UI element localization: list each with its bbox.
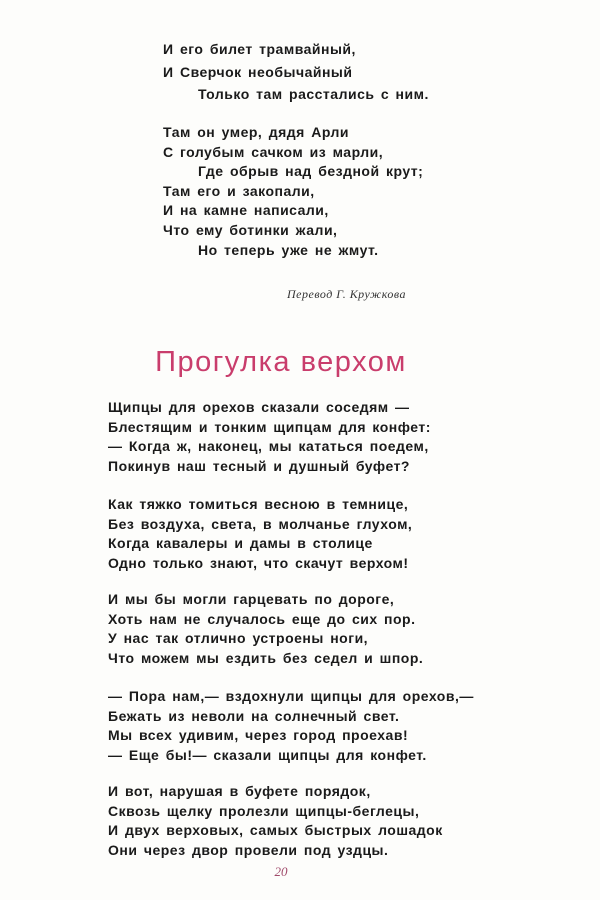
verse-line: И двух верховых, самых быстрых лошадок [108, 822, 443, 839]
verse-line: Как тяжко томиться весною в темнице, [108, 496, 409, 512]
verse-line: Что ему ботинки жали, [163, 221, 338, 238]
verse-line: Там его и закопали, [163, 182, 315, 199]
verse-line: — Когда ж, наконец, мы кататься поедем, [108, 438, 429, 455]
verse-line: Сквозь щелку пролезли щипцы-беглецы, [108, 802, 420, 819]
verse-line: Только там расстались с ним. [198, 86, 429, 103]
poem2-stanza [108, 495, 412, 573]
verse-line: И вот, нарушая в буфете порядок, [108, 783, 371, 799]
poem-title: Прогулка верхом [155, 346, 407, 378]
verse-line: С голубым сачком из марли, [163, 143, 384, 160]
verse-line: Что можем мы ездить без седел и шпор. [108, 649, 424, 666]
verse-line: Одно только знают, что скачут верхом! [108, 554, 409, 571]
verse-line: Без воздуха, света, в молчанье глухом, [108, 515, 413, 532]
verse-line: Бежать из неволи на солнечный свет. [108, 707, 400, 724]
poem2-stanza [108, 782, 443, 860]
verse-line: Хоть нам не случалось еще до сих пор. [108, 610, 416, 627]
poem2-stanza [108, 398, 431, 476]
verse-line: Когда кавалеры и дамы в столице [108, 535, 373, 552]
poem2-stanza [108, 687, 474, 765]
verse-line: И мы бы могли гарцевать по дороге, [108, 591, 395, 607]
verse-line: — Пора нам,— вздохнули щипцы для орехов,— [108, 688, 474, 704]
verse-line: — Еще бы!— сказали щипцы для конфет. [108, 746, 427, 763]
verse-line: Где обрыв над бездной крут; [198, 163, 424, 180]
translator-credit: Перевод Г. Кружкова [287, 287, 406, 301]
verse-line: Покинув наш тесный и душный буфет? [108, 457, 410, 474]
verse-line: И Сверчок необычайный [163, 63, 353, 80]
page-number: 20 [274, 864, 288, 879]
verse-line: И на камне написали, [163, 202, 329, 219]
verse-line: И его билет трамвайный, [163, 41, 356, 57]
poem1-stanza [163, 123, 423, 260]
poem2-stanza [108, 590, 423, 668]
verse-line: Мы всех удивим, через город проехав! [108, 727, 409, 744]
verse-line: Щипцы для орехов сказали соседям — [108, 399, 410, 415]
poem1-stanza [163, 40, 429, 105]
verse-line: Они через двор провели под уздцы. [108, 841, 389, 858]
verse-line: Там он умер, дядя Арли [163, 124, 350, 140]
verse-line: Блестящим и тонким щипцам для конфет: [108, 418, 431, 435]
verse-line: Но теперь уже не жмут. [198, 241, 379, 258]
verse-line: У нас так отлично устроены ноги, [108, 630, 369, 647]
